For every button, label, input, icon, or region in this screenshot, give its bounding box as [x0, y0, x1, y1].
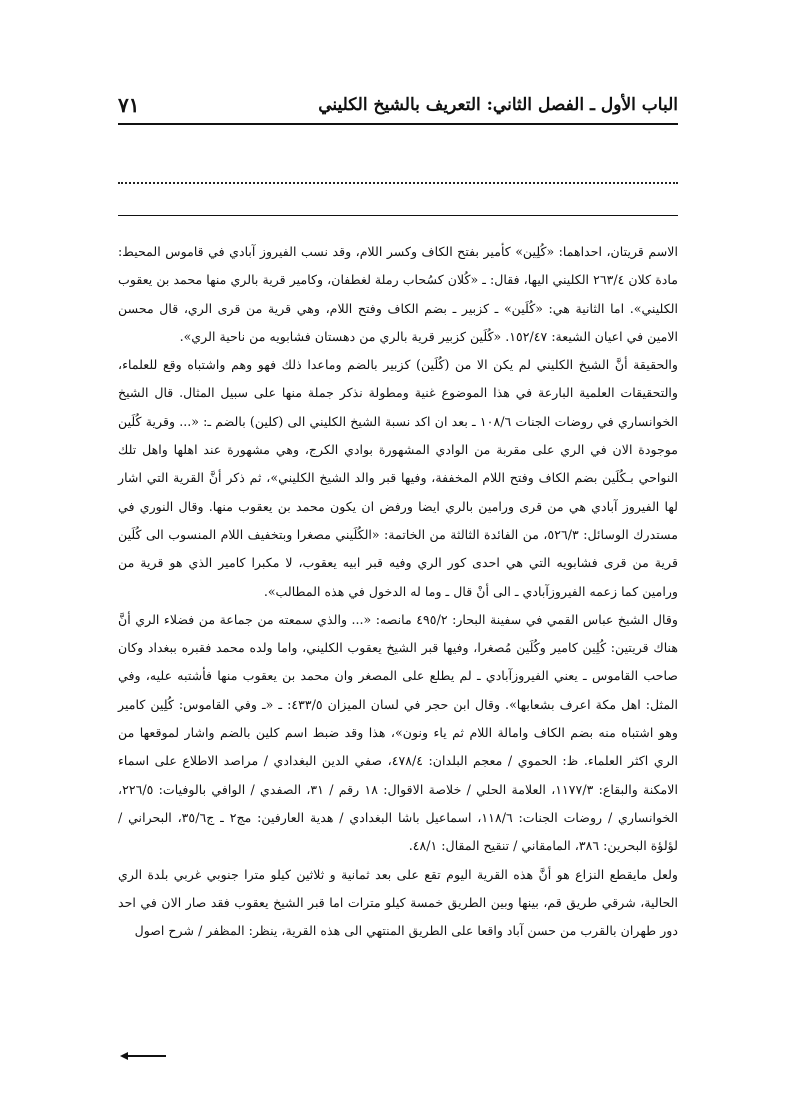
- chapter-title: الباب الأول ـ الفصل الثاني: التعريف بالشيخ الكليني: [318, 95, 678, 115]
- header-rule: [118, 123, 678, 125]
- footnote-paragraph-4: ولعل مايقطع النزاع هو أنَّ هذه القرية اليوم تقع على بعد ثمانية و ثلاثين كيلو مترا جنوبي غربي بلدة الري الحالية، شرقي طريق قم، بينها وبين الطريق خمسة كيلو مترات اما قبر الشيخ يعقوب فقد صار الان في احد دور طهران بالقرب من حسن آباد واقعا على الطريق المنتهي الى هذه القرية، ينظر: المظفر / شرح اصول: [118, 866, 678, 939]
- footnote-body: [118, 238, 678, 945]
- dotted-separator: [118, 182, 678, 184]
- page-number: ٧١: [118, 93, 140, 117]
- footnote-separator: [118, 215, 678, 216]
- footnote-paragraph-3: وقال الشيخ عباس القمي في سفينة البحار: ٤٩٥/٢ مانصه: «... والذي سمعته من جماعة من فضلاء الري أنَّ هناك قريتين: كُلِين كامير وكُلَين مُصغرا، وفيها قبر الشيخ يعقوب الكليني، واما ولده محمد فقبره ببغداد وكان صاحب القاموس ـ يعني الفيروزآبادي ـ لم يطلع على المصغر وان محمد بن يعقوب منها فأشتبه عليه، وفي المثل: اهل مكة اعرف بشعابها». وقال ابن حجر في لسان الميزان ٤٣٣/٥: ـ «ـ وفي القاموس: كُلِين كامير وهو اشتباه منه بضم الكاف وامالة اللام ثم ياء ونون»، هذا وقد ضبط اسم كلين بالضم واشار لموقعها من الري اكثر العلماء. ظ: الحموي / معجم البلدان: ٤٧٨/٤، صفي الدين البغدادي / مراصد الاطلاع على اسماء الامكنة والبقاع: ١١٧٧/٣، العلامة الحلي / خلاصة الاقوال: ١٨ رقم / ٣١، الصفدي / الوافي بالوفيات: ٢٢٦/٥، الخوانساري / روضات الجنات: ١١٨/٦، اسماعيل باشا البغدادي / هدية العارفين: مج٢ ـ ج٣٥/٦، البحراني / لؤلؤة البحرين: ٣٨٦، المامقاني / تنقيح المقال: ٤٨/١.: [118, 611, 679, 854]
- running-header: [118, 90, 678, 120]
- continuation-arrow-icon: [120, 1050, 168, 1062]
- footnote-paragraph-1: الاسم قريتان، احداهما: «كُلِين» كأمير بفتح الكاف وكسر اللام، وقد نسب الفيروز آبادي في قاموس المحيط: مادة كلان ٢٦٣/٤ الكليني اليها، فقال: ـ «كُلان كسُحاب رملة لغطفان، وكامير قرية بالري منها محمد بن يعقوب الكليني». اما الثانية هي: «كُلَين» ـ كزبير ـ بضم الكاف وفتح اللام، وهي قرية من قرى الري، قال محسن الامين في اعيان الشيعة: ١٥٢/٤٧. «كُلَين كزبير قرية بالري من دهستان فشابويه من ناحية الري».: [118, 244, 678, 344]
- footnote-paragraph-2: والحقيقة أنَّ الشيخ الكليني لم يكن الا من (كُلَين) كزبير بالضم وماعدا ذلك فهو وهم واشتباه وقع للعلماء، والتحقيقات العلمية البارعة في هذا الموضوع غنية ومطولة نذكر جملة منها على سبيل المثال. قال الشيخ الخوانساري في روضات الجنات ١٠٨/٦ ـ بعد ان اكد نسبة الشيخ الكليني الى (كلين) بالضم ـ: «... وقرية كُلَين موجودة الان في الري على مقربة من الوادي المشهورة بوادي الكرج، وهي مشهورة عند اهلها واهل تلك النواحي بـكُلَين بضم الكاف وفتح اللام المخففة، وفيها قبر والد الشيخ الكليني»، ثم ذكر أنَّ القرية التي اشار لها الفيروز آبادي هي من قرى ورامين بالري ايضا ورفض ان يكون محمد بن يعقوب منها. وقال النوري في مستدرك الوسائل: ٥٢٦/٣، من الفائدة الثالثة من الخاتمة: «الكُلَيني مصغرا وبتخفيف اللام المنسوب الى كُلَين قرية من قرى فشابويه التي هي احدى كور الري وفيه قبر ابيه يعقوب، لا مكبرا كامير الذي هو قرية من ورامين كما زعمه الفيروزآبادي ـ الى أنْ قال ـ وما له الدخول في هذه المطالب».: [118, 357, 678, 599]
